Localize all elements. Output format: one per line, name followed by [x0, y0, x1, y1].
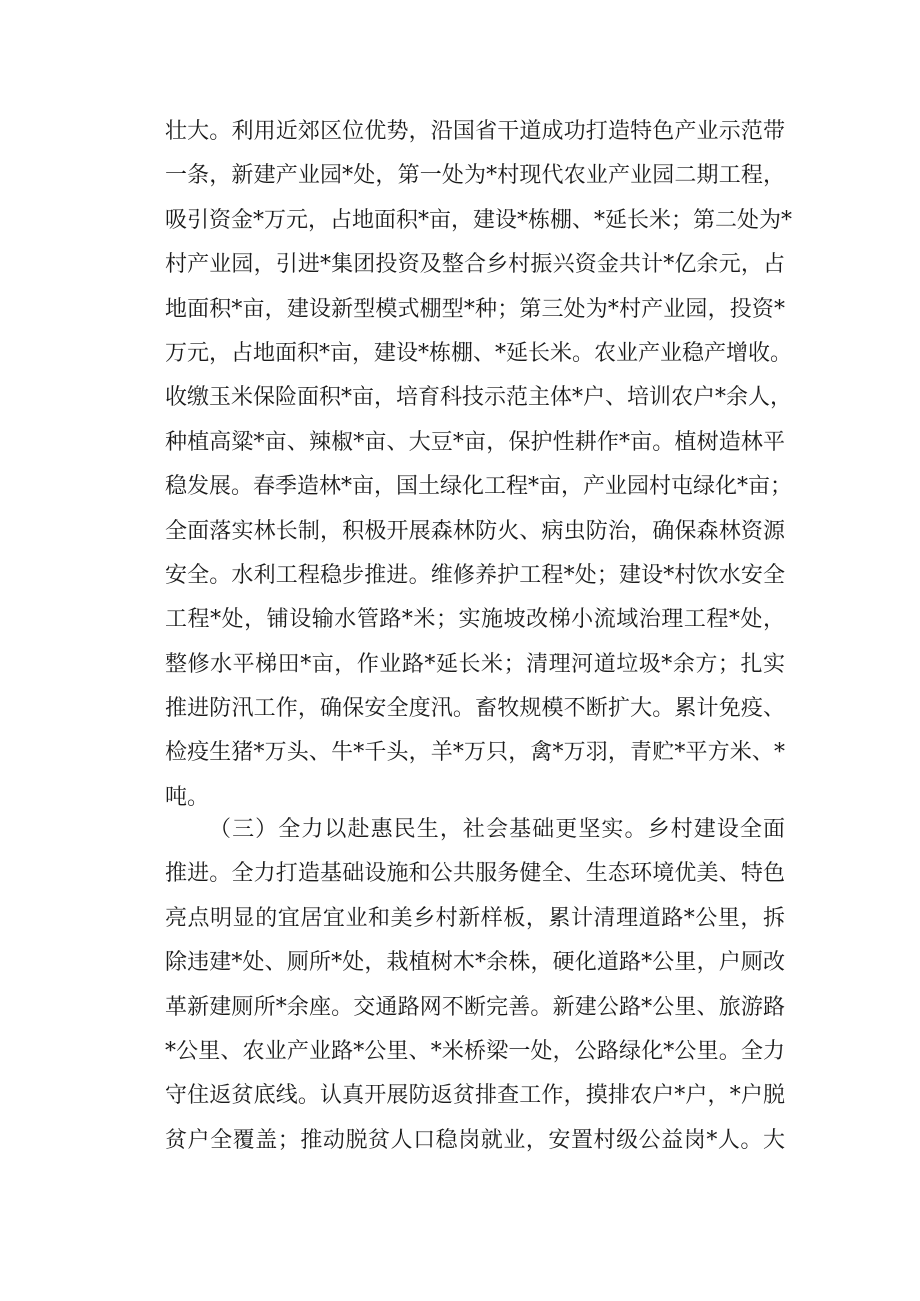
text-line: 贫户全覆盖；推动脱贫人口稳岗就业，安置村级公益岗*人。大 — [165, 1127, 785, 1153]
text-line: 除违建*处、厕所*处，栽植树木*余株，硬化道路*公里，户厕改 — [165, 950, 785, 976]
text-line: 革新建厕所*余座。交通路网不断完善。新建公路*公里、旅游路 — [165, 994, 785, 1020]
text-line: 吸引资金*万元，占地面积*亩，建设*栋棚、*延长米；第二处为* — [165, 207, 793, 233]
paragraph-agriculture — [165, 110, 793, 820]
text-line: 亮点明显的宜居宜业和美乡村新样板，累计清理道路*公里，拆 — [165, 905, 785, 931]
text-line: 种植高粱*亩、辣椒*亩、大豆*亩，保护性耕作*亩。植树造林平 — [165, 429, 785, 455]
text-line: 地面积*亩，建设新型模式棚型*种；第三处为*村产业园，投资* — [165, 296, 785, 322]
text-line: 壮大。利用近郊区位优势，沿国省干道成功打造特色产业示范带 — [165, 119, 785, 144]
text-line: 收缴玉米保险面积*亩，培育科技示范主体*户、培训农户*余人， — [165, 385, 793, 411]
paragraph-livelihood — [165, 808, 785, 1163]
text-line: 稳发展。春季造林*亩，国土绿化工程*亩，产业园村屯绿化*亩； — [165, 474, 793, 500]
text-line: 守住返贫底线。认真开展防返贫排查工作，摸排农户*户，*户脱 — [165, 1083, 785, 1109]
text-line: 村产业园，引进*集团投资及整合乡村振兴资金共计*亿余元，占 — [165, 252, 785, 278]
text-line: 整修水平梯田*亩，作业路*延长米；清理河道垃圾*余方；扎实 — [165, 651, 785, 677]
text-line: 推进防汛工作，确保安全度汛。畜牧规模不断扩大。累计免疫、 — [165, 696, 785, 722]
text-line: 推进。全力打造基础设施和公共服务健全、生态环境优美、特色 — [165, 861, 785, 887]
text-line: 万元，占地面积*亩，建设*栋棚、*延长米。农业产业稳产增收。 — [165, 340, 793, 366]
text-line: 检疫生猪*万头、牛*千头，羊*万只，禽*万羽，青贮*平方米、* — [165, 740, 785, 766]
text-line-indented: （三）全力以赴惠民生，社会基础更坚实。乡村建设全面 — [209, 817, 785, 842]
text-line: 全面落实林长制，积极开展森林防火、病虫防治，确保森林资源 — [165, 518, 785, 544]
text-line: 吨。 — [165, 784, 210, 810]
text-line: 工程*处，铺设输水管路*米；实施坡改梯小流域治理工程*处， — [165, 607, 785, 633]
text-line: 安全。水利工程稳步推进。维修养护工程*处；建设*村饮水安全 — [165, 562, 785, 588]
text-line: 一条，新建产业园*处，第一处为*村现代农业产业园二期工程， — [165, 163, 785, 189]
text-line: *公里、农业产业路*公里、*米桥梁一处，公路绿化*公里。全力 — [165, 1038, 785, 1064]
